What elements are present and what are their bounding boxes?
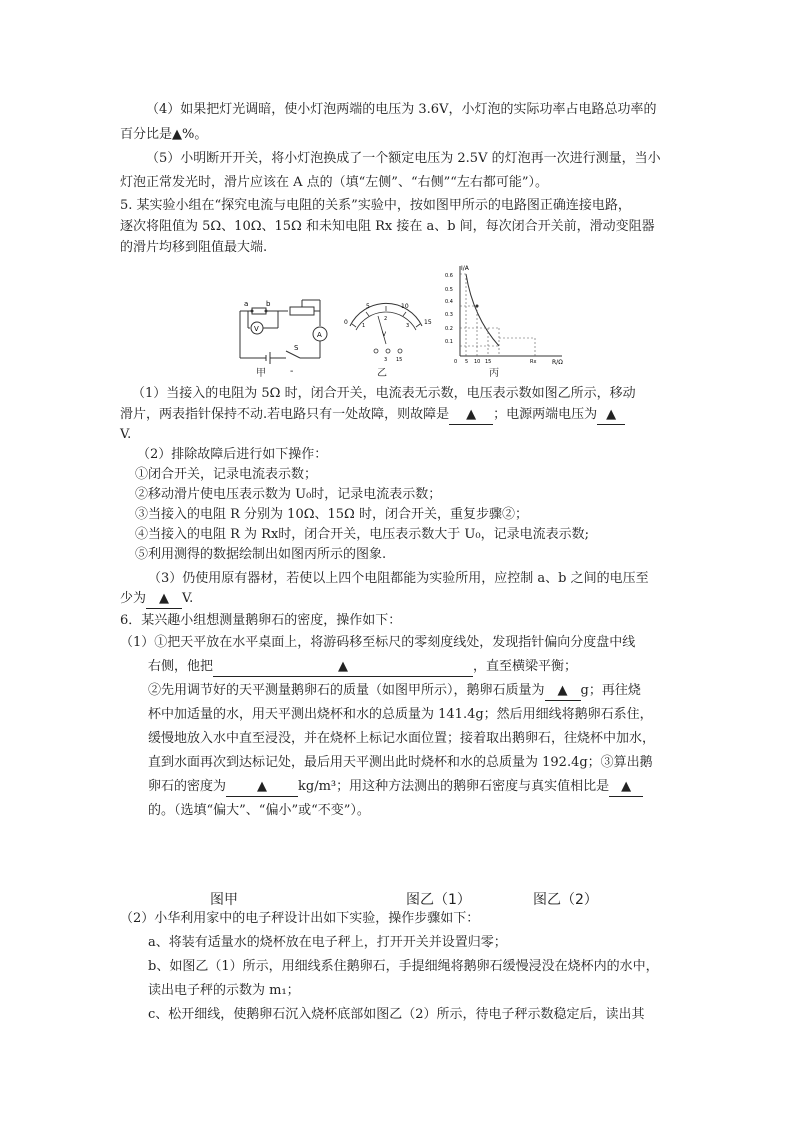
terminal-a-label: a: [244, 300, 249, 308]
q6-part1-line8: 的。（选填“偏大”、“偏小”或“不变”）。: [148, 803, 370, 818]
q5-part1-line1: （1）当接入的电阻为 5Ω 时，闭合开关，电流表无示数，电压表示数如图乙所示，移动: [132, 386, 636, 401]
q4-part5-line1: （5）小明断开开关，将小灯泡换成了一个额定电压为 2.5V 的灯泡再一次进行测量，当小: [146, 151, 661, 166]
ytick-0.2: 0.2: [445, 326, 453, 332]
fig-jia-caption: 甲: [256, 368, 266, 379]
q6-part1-line5: 缓慢地放入水中直至浸没，并在烧杯上标记水面位置；接着取出鹅卵石，往烧杯中加水，: [148, 731, 656, 746]
q5-intro-line2: 逐次将阻值为 5Ω、10Ω、15Ω 和未知电阻 Rx 接在 a、b 间，每次闭合开关前，滑动变阻器: [120, 219, 655, 234]
q5-step-2: ②移动滑片使电压表示数为 U₀时，记录电流表示数；: [135, 487, 442, 502]
dial-inner-1: 1: [362, 323, 366, 329]
q6-part1-line2: [148, 658, 577, 677]
fig-yi-caption: 乙: [377, 368, 387, 379]
dial-tick-10: 10: [401, 303, 409, 310]
terminal-b-label: b: [266, 300, 271, 308]
terminal-3-label: 3: [384, 357, 388, 363]
q4-part4-line1: （4）如果把灯光调暗，使小灯泡两端的电压为 3.6V，小灯泡的实际功率占电路总功率的: [146, 102, 657, 117]
xtick-0: 0: [454, 359, 458, 365]
answer-blank-fault[interactable]: [449, 406, 493, 425]
q6-part1-line1: （1）①把天平放在水平桌面上，将游码移至标尺的零刻度线处，发现指针偏向分度盘中线: [120, 635, 636, 650]
q6-part1-text2: ，直至横梁平衡；: [473, 659, 578, 674]
q5-part1-text2: ；电源两端电压为: [493, 407, 598, 422]
answer-mark: ▲: [466, 407, 477, 422]
q6-part1-line7: [148, 778, 643, 797]
circuit-diagram: [230, 296, 330, 378]
q6-intro: 6．某兴趣小组想测量鹅卵石的密度，操作如下：: [120, 613, 402, 628]
ytick-0.4: 0.4: [445, 299, 453, 305]
fig-jia-dash: -: [290, 366, 294, 377]
voltmeter-dial: [336, 296, 436, 366]
ammeter-label: A: [317, 331, 322, 339]
dial-unit: V: [382, 331, 387, 338]
q5-intro-line3: 的滑片均移到阻值最大端.: [120, 240, 268, 255]
terminal-15-label: 15: [396, 357, 403, 363]
answer-blank-mass[interactable]: [545, 682, 581, 701]
q5-step-4: ④当接入的电阻 R 为 Rx时，闭合开关，电压表示数大于 U₀，记录电流表示数;: [135, 527, 589, 542]
q6-part1-line6: 直到水面再次到达标记处，最后用天平测出此时烧杯和水的总质量为 192.4g；③算出鹅: [148, 755, 653, 770]
q4-part4-line2: 百分比是▲%。: [120, 127, 208, 142]
q6-part2-title: （2）小华利用家中的电子秤设计出如下实验，操作步骤如下：: [120, 911, 480, 926]
q5-step-5: ⑤利用测得的数据绘制出如图丙所示的图象.: [135, 547, 387, 562]
ytick-0.3: 0.3: [445, 312, 453, 318]
graph-ylabel: I/A: [461, 265, 469, 272]
q4-part5-line2: 灯泡正常发光时，滑片应该在 A 点的（填“左侧”、“右侧”“左右都可能”）。: [120, 175, 549, 190]
switch-label: S: [294, 344, 299, 352]
q6-part1-text4: g；再往烧: [580, 683, 641, 698]
answer-mark: ▲: [338, 659, 349, 674]
xtick-15: 15: [485, 359, 492, 365]
q6-step-b1: b、如图乙（1）所示，用细线系住鹅卵石，手提细绳将鹅卵石缓慢浸没在烧杯内的水中，: [148, 959, 659, 974]
answer-mark: ▲: [159, 591, 170, 606]
answer-mark: ▲: [606, 407, 617, 422]
q5-part1-line2: [120, 406, 625, 425]
q5-part2-title: （2）排除故障后进行如下操作：: [137, 447, 328, 462]
dial-inner-3: 3: [406, 323, 410, 329]
dial-inner-2: 2: [384, 316, 388, 322]
answer-blank-voltage[interactable]: [597, 406, 625, 425]
xtick-5: 5: [465, 359, 469, 365]
fig-bing-caption: 丙: [489, 368, 499, 379]
dial-tick-5: 5: [366, 303, 370, 310]
q5-intro-line1: 5. 某实验小组在“探究电流与电阻的关系”实验中，按如图甲所示的电路图正确连接电路，: [120, 198, 631, 213]
answer-blank-min-voltage[interactable]: [146, 590, 182, 609]
q6-part1-text5: 卵石的密度为: [148, 779, 227, 794]
graph-xlabel: R/Ω: [552, 359, 563, 366]
q6-step-c: c、松开细线，使鹅卵石沉入烧杯底部如图乙（2）所示，待电子秤示数稳定后，读出其: [148, 1007, 645, 1022]
voltmeter-label: V: [254, 325, 259, 333]
answer-blank-balance[interactable]: [213, 658, 473, 677]
answer-blank-bias[interactable]: [609, 778, 643, 797]
answer-mark: ▲: [621, 779, 632, 794]
dial-tick-0: 0: [344, 319, 348, 326]
dial-tick-15: 15: [424, 319, 432, 326]
ytick-0.1: 0.1: [445, 339, 453, 345]
q5-part3-line1: （3）仍使用原有器材，若使以上四个电阻都能为实验所用，应控制 a、b 之间的电压至: [148, 571, 649, 586]
q6-step-a: a、将装有适量水的烧杯放在电子秤上，打开开关并设置归零；: [148, 935, 507, 950]
q6-part1-text3: ②先用调节好的天平测量鹅卵石的质量（如图甲所示），鹅卵石质量为: [148, 683, 545, 698]
q5-part3-text: 少为: [120, 591, 147, 606]
q6-part1-line4: 杯中加适量的水，用天平测出烧杯和水的总质量为 141.4g；然后用细线将鹅卵石系住，: [148, 707, 653, 722]
ytick-0.5: 0.5: [445, 287, 453, 293]
q5-part1-text: 滑片，两表指针保持不动.若电路只有一处故障，则故障是: [120, 407, 450, 422]
answer-blank-density[interactable]: [226, 778, 298, 797]
answer-mark: ▲: [557, 683, 568, 698]
q5-step-1: ①闭合开关，记录电流表示数；: [135, 467, 318, 482]
fig-yi1-label: 图乙（1）: [406, 892, 471, 908]
fig-jia-label: 图甲: [210, 892, 238, 908]
q5-part1-line3: V.: [120, 427, 132, 442]
ytick-0.6: 0.6: [445, 273, 453, 279]
q5-part3-unit: V.: [182, 591, 194, 606]
q5-part3-line2: [120, 590, 193, 609]
xtick-rx: Rx: [530, 359, 537, 365]
q6-part1-line3: [148, 682, 641, 701]
current-resistance-graph: [440, 262, 570, 368]
xtick-10: 10: [474, 359, 481, 365]
q6-part1-text6: kg/m³；用这种方法测出的鹅卵石密度与真实值相比是: [298, 779, 610, 794]
q6-part1-text: 右侧，他把: [148, 659, 214, 674]
q6-step-b2: 读出电子秤的示数为 m₁；: [148, 983, 300, 998]
fig-yi2-label: 图乙（2）: [533, 892, 598, 908]
q5-step-3: ③当接入的电阻 R 分别为 10Ω、15Ω 时，闭合开关，重复步骤②；: [135, 507, 528, 522]
answer-mark: ▲: [257, 779, 268, 794]
